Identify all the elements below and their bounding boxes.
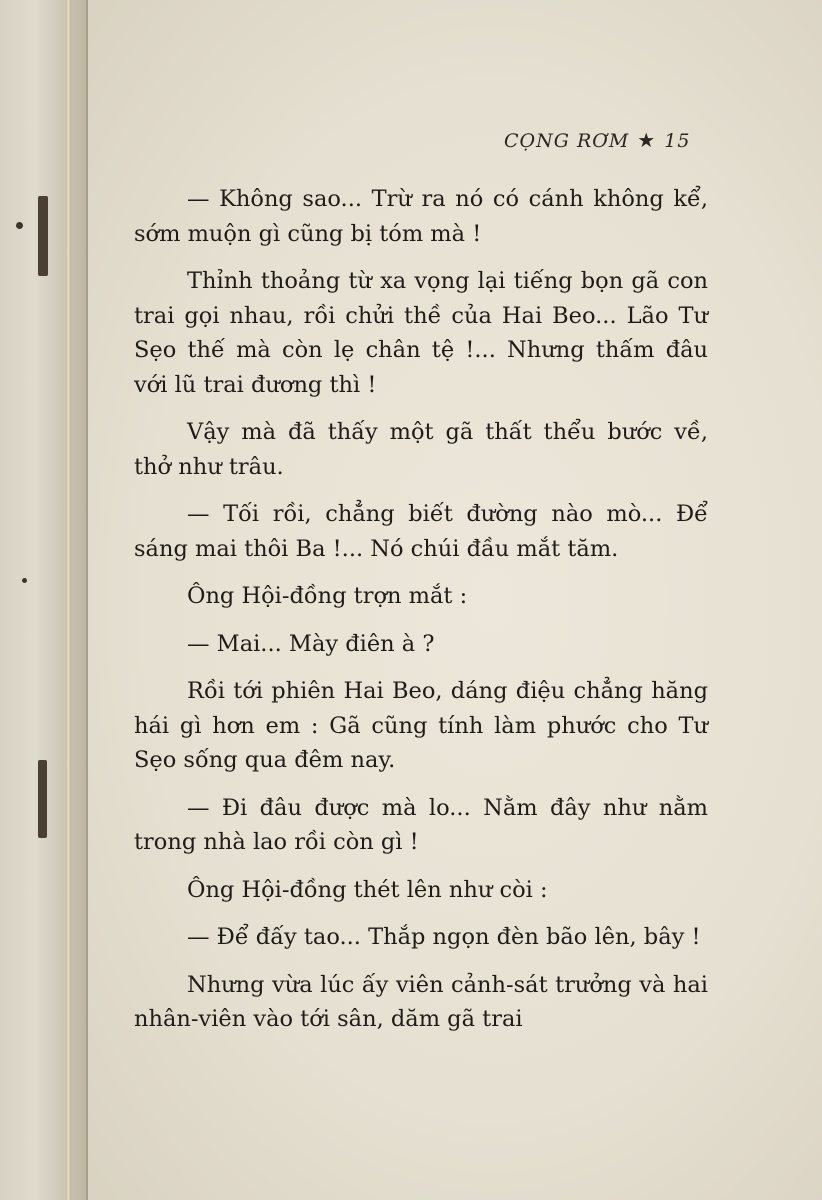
body-text [134, 182, 708, 1050]
spine-spot [16, 222, 23, 229]
book-spine [0, 0, 88, 1200]
paragraph: Ông Hội-đồng thét lên như còi : [187, 876, 548, 903]
paragraph: Rồi tới phiên Hai Beo, dáng điệu chẳng hăng hái gì hơn em : Gã cũng tính làm phước cho Tư Sẹo sống qua đêm nay. [134, 678, 708, 773]
running-header [504, 128, 716, 152]
paragraph: — Đi đâu được mà lo... Nằm đây như nằm trong nhà lao rồi còn gì ! [134, 794, 708, 855]
paragraph: Nhưng vừa lúc ấy viên cảnh-sát trưởng và hai nhân-viên vào tới sân, dăm gã trai [134, 971, 708, 1032]
paragraph: — Tối rồi, chẳng biết đường nào mò... Để sáng mai thôi Ba !... Nó chúi đầu mắt tăm. [134, 501, 708, 562]
binding-edge [66, 0, 71, 1200]
binding-stitch-mark [38, 196, 48, 276]
paragraph: — Không sao... Trừ ra nó có cánh không kể, sớm muộn gì cũng bị tóm mà ! [134, 186, 708, 247]
paragraph: Ông Hội-đồng trợn mắt : [187, 583, 468, 609]
paragraph: Vậy mà đã thấy một gã thất thểu bước về, thở như trâu. [134, 419, 708, 480]
book-title: CỌNG RƠM [504, 130, 630, 152]
page-number: 15 [664, 130, 691, 152]
paragraph: — Mai... Mày điên à ? [187, 630, 435, 657]
paragraph: — Để đấy tao... Thắp ngọn đèn bão lên, bây ! [187, 924, 701, 950]
star-icon: ★ [637, 128, 657, 152]
spine-spot [22, 578, 27, 583]
paragraph: Thỉnh thoảng từ xa vọng lại tiếng bọn gã con trai gọi nhau, rồi chửi thề của Hai Beo... Lão Tư Sẹo thế mà còn lẹ chân tệ !... Nhưng thấm đâu với lũ trai đương thì ! [134, 268, 708, 398]
binding-stitch-mark [38, 760, 47, 838]
